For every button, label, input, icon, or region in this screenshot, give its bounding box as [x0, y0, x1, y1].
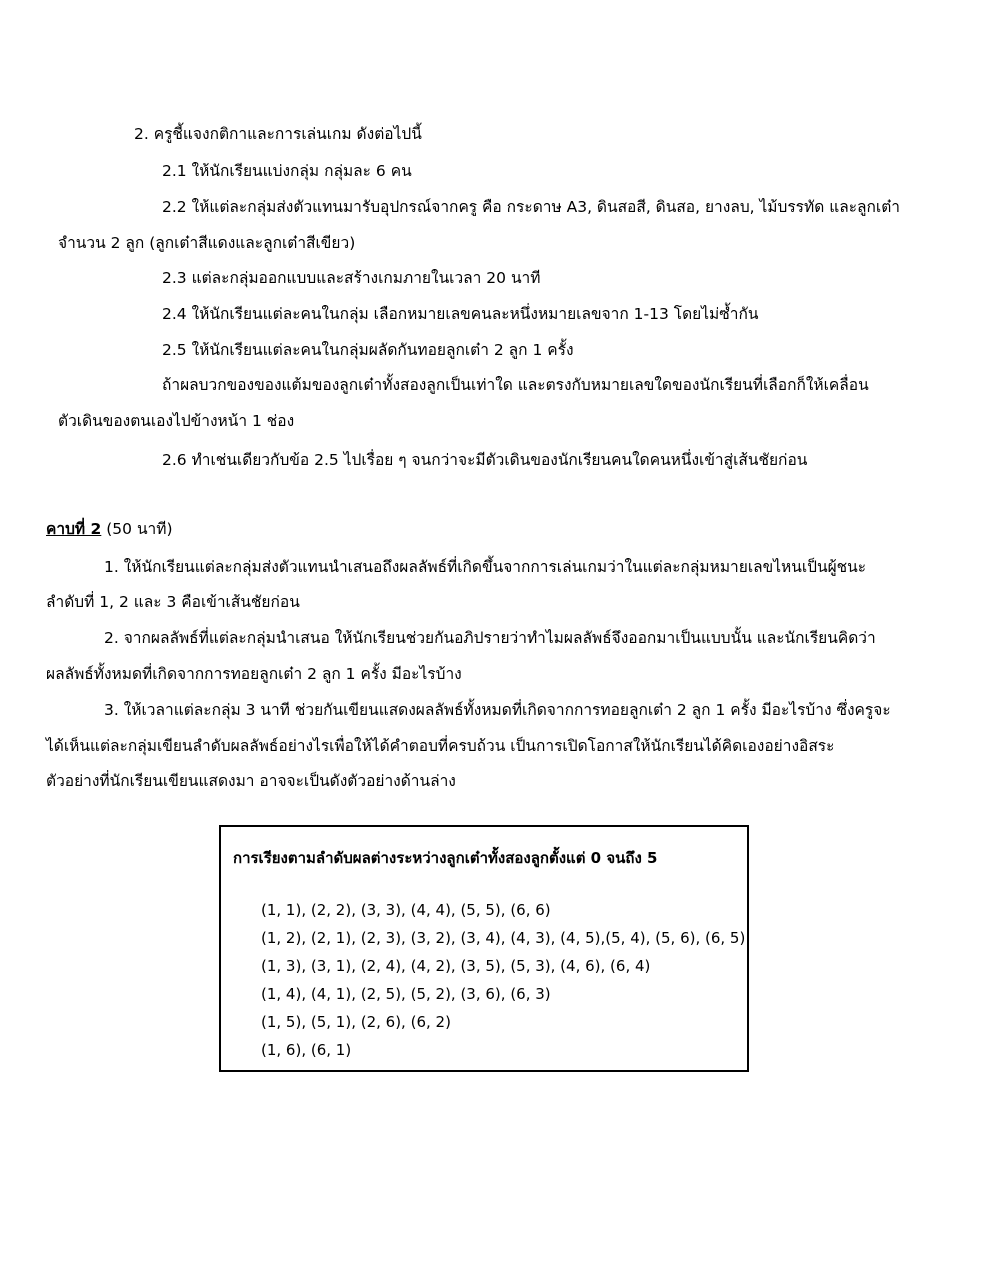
example-box: [219, 825, 749, 1072]
rule-2-5-detail-cont: ตัวเดินของตนเองไปข้างหน้า 1 ช่อง: [58, 412, 295, 430]
rule-2-1: 2.1 ให้นักเรียนแบ่งกลุ่ม กลุ่มละ 6 คน: [162, 162, 412, 180]
step-3: 3. ให้เวลาแต่ละกลุ่ม 3 นาที ช่วยกันเขียนแสดงผลลัพธ์ทั้งหมดที่เกิดจากการทอยลูกเต๋า 2 ลูก 1 ครั้ง มีอะไรบ้าง ซึ่งครูจะ: [104, 701, 891, 719]
rule-2-6: 2.6 ทำเช่นเดียวกับข้อ 2.5 ไปเรื่อย ๆ จนกว่าจะมีตัวเดินของนักเรียนคนใดคนหนึ่งเข้าสู่เส้นชัยก่อน: [162, 451, 808, 469]
example-box-title: การเรียงตามลำดับผลต่างระหว่างลูกเต๋าทั้งสองลูกตั้งแต่ 0 จนถึง 5: [233, 849, 658, 867]
period-duration: (50 นาที): [106, 520, 173, 538]
example-row-diff-4: (1, 5), (5, 1), (2, 6), (6, 2): [261, 1013, 451, 1031]
rule-2-5: 2.5 ให้นักเรียนแต่ละคนในกลุ่มผลัดกันทอยลูกเต๋า 2 ลูก 1 ครั้ง: [162, 341, 574, 359]
period-heading: [46, 519, 173, 539]
period-title: คาบที่ 2: [46, 520, 102, 538]
step-3-cont: ได้เห็นแต่ละกลุ่มเขียนลำดับผลลัพธ์อย่างไรเพื่อให้ได้คำตอบที่ครบถ้วน เป็นการเปิดโอกาสให้นักเรียนได้คิดเองอย่างอิสระ: [46, 737, 835, 755]
step-2: 2. จากผลลัพธ์ที่แต่ละกลุ่มนำเสนอ ให้นักเรียนช่วยกันอภิปรายว่าทำไมผลลัพธ์จึงออกมาเป็นแบบนั้น และนักเรียนคิดว่า: [104, 629, 876, 647]
step-1-cont: ลำดับที่ 1, 2 และ 3 คือเข้าเส้นชัยก่อน: [46, 593, 300, 611]
rule-2-4: 2.4 ให้นักเรียนแต่ละคนในกลุ่ม เลือกหมายเลขคนละหนึ่งหมายเลขจาก 1-13 โดยไม่ซ้ำกัน: [162, 305, 759, 323]
rules-heading: 2. ครูชี้แจงกติกาและการเล่นเกม ดังต่อไปนี้: [134, 125, 422, 143]
example-row-diff-2: (1, 3), (3, 1), (2, 4), (4, 2), (3, 5), (5, 3), (4, 6), (6, 4): [261, 957, 651, 975]
example-row-diff-5: (1, 6), (6, 1): [261, 1041, 352, 1059]
step-3-cont-2: ตัวอย่างที่นักเรียนเขียนแสดงมา อาจจะเป็นดังตัวอย่างด้านล่าง: [46, 772, 456, 790]
example-row-diff-1: (1, 2), (2, 1), (2, 3), (3, 2), (3, 4), (4, 3), (4, 5),(5, 4), (5, 6), (6, 5): [261, 929, 746, 947]
rule-2-2-cont: จำนวน 2 ลูก (ลูกเต๋าสีแดงและลูกเต๋าสีเขียว): [58, 234, 356, 252]
rule-2-5-detail: ถ้าผลบวกของของแต้มของลูกเต๋าทั้งสองลูกเป็นเท่าใด และตรงกับหมายเลขใดของนักเรียนที่เลือกก็ให้เคลื่อน: [162, 376, 869, 394]
example-row-diff-0: (1, 1), (2, 2), (3, 3), (4, 4), (5, 5), (6, 6): [261, 901, 551, 919]
step-2-cont: ผลลัพธ์ทั้งหมดที่เกิดจากการทอยลูกเต๋า 2 ลูก 1 ครั้ง มีอะไรบ้าง: [46, 665, 462, 683]
rule-2-2: 2.2 ให้แต่ละกลุ่มส่งตัวแทนมารับอุปกรณ์จากครู คือ กระดาษ A3, ดินสอสี, ดินสอ, ยางลบ, ไม้บรรทัด และลูกเต๋า: [162, 198, 900, 216]
rule-2-3: 2.3 แต่ละกลุ่มออกแบบและสร้างเกมภายในเวลา 20 นาที: [162, 269, 541, 287]
example-row-diff-3: (1, 4), (4, 1), (2, 5), (5, 2), (3, 6), (6, 3): [261, 985, 551, 1003]
step-1: 1. ให้นักเรียนแต่ละกลุ่มส่งตัวแทนนำเสนอถึงผลลัพธ์ที่เกิดขึ้นจากการเล่นเกมว่าในแต่ละกลุ่มหมายเลขไหนเป็นผู้ชนะ: [104, 558, 867, 576]
